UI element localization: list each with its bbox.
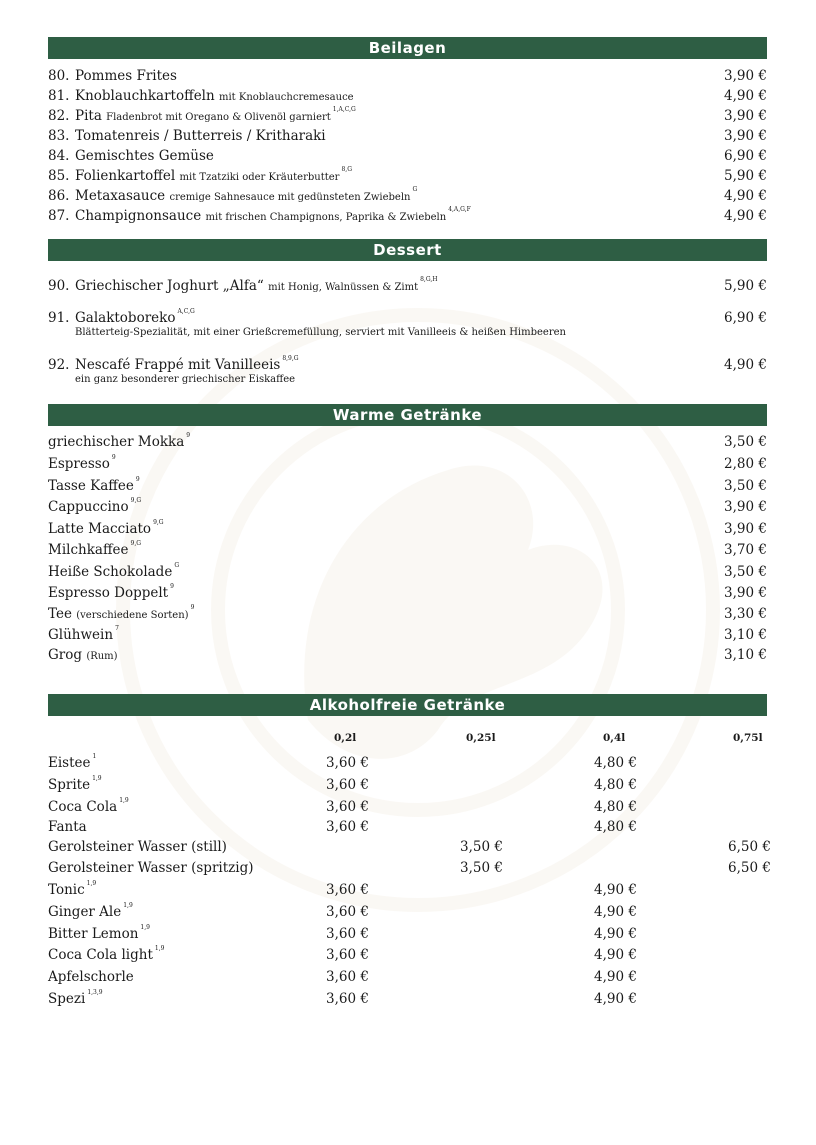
item-name: Coca Cola [48,799,118,815]
item-name-wrap [48,991,103,1007]
item-price: 3,50 € [724,564,767,580]
item-name: Espresso Doppelt [48,585,169,601]
item-name-wrap [48,542,141,558]
item-description: mit Tzatziki oder Kräuterbutter [179,172,340,183]
item-number: 92. [48,357,70,373]
allergen-codes: G [412,186,418,193]
item-number: 80. [48,68,70,84]
item-price: 3,90 € [724,68,767,84]
column-header-0-4l: 0,4l [603,732,626,744]
item-name: griechischer Mokka [48,434,185,450]
item-price: 5,90 € [724,168,767,184]
item-price: 5,90 € [724,278,767,294]
item-name-wrap [48,456,116,472]
item-name-wrap [75,208,471,224]
item-name: Galaktoboreko [75,310,176,326]
item-subtext: Blätterteig-Spezialität, mit einer Grießcremefüllung, serviert mit Vanilleeis & heißen Himbeeren [75,327,566,338]
price-p02: 3,60 € [326,904,369,920]
section-header-alkoholfreie-getraenke: Alkoholfreie Getränke [48,694,767,716]
item-price: 4,90 € [724,188,767,204]
item-description: mit Knoblauchcremesauce [219,92,354,103]
price-p04: 4,90 € [594,882,637,898]
price-p04: 4,80 € [594,755,637,771]
item-name-wrap [48,478,140,494]
item-name: Tonic [48,882,85,898]
allergen-codes: 1,A,C,G [332,106,356,113]
item-name: Griechischer Joghurt „Alfa“ [75,278,264,294]
allergen-codes: 1,3,9 [87,989,103,996]
item-price: 3,30 € [724,606,767,622]
item-name: Glühwein [48,627,114,643]
item-price: 4,90 € [724,208,767,224]
allergen-codes: 9 [190,604,195,611]
item-description: mit frischen Champignons, Paprika & Zwiebeln [205,212,447,223]
item-price: 3,90 € [724,585,767,601]
item-name-wrap [48,904,133,920]
item-number: 91. [48,310,70,326]
item-description: mit Honig, Walnüssen & Zimt [268,282,419,293]
price-p04: 4,80 € [594,819,637,835]
item-name-wrap [48,627,119,643]
item-name: Gemischtes Gemüse [75,148,214,164]
item-name-wrap [48,882,96,898]
allergen-codes: 1,9 [119,797,129,804]
allergen-codes: 9,G [130,497,142,504]
price-p075: 6,50 € [728,860,771,876]
item-name: Latte Macciato [48,521,152,537]
item-name: Metaxasauce [75,188,166,204]
allergen-codes: 1,9 [86,880,97,887]
column-header-0-25l: 0,25l [466,732,496,744]
item-name: Tasse Kaffee [48,478,134,494]
allergen-codes: 9 [135,476,140,483]
item-name: Ginger Ale [48,904,122,920]
allergen-codes: 7 [115,625,119,632]
item-name: Nescafé Frappé mit Vanilleeis [75,357,281,373]
price-p075: 6,50 € [728,839,771,855]
item-name-wrap [75,188,417,204]
column-header-0-75l: 0,75l [733,732,763,744]
item-name: Sprite [48,777,91,793]
item-name-wrap [48,777,102,793]
item-name-wrap [75,357,299,373]
item-name-wrap [48,564,179,580]
allergen-codes: 8,G,H [420,276,438,283]
item-price: 3,10 € [724,647,767,663]
allergen-codes: 4,A,G,F [448,206,471,213]
item-price: 6,90 € [724,310,767,326]
price-p04: 4,80 € [594,799,637,815]
item-name: Eistee [48,755,91,771]
item-name: Heiße Schokolade [48,564,173,580]
section-header-warme-getraenke: Warme Getränke [48,404,767,426]
item-price: 3,90 € [724,521,767,537]
price-p04: 4,90 € [594,969,637,985]
section-header-dessert: Dessert [48,239,767,261]
price-p025: 3,50 € [460,860,503,876]
allergen-codes: A,C,G [177,308,195,315]
item-name: Cappuccino [48,499,129,515]
item-name-wrap [48,860,253,876]
item-name: Pommes Frites [75,68,177,84]
price-p02: 3,60 € [326,947,369,963]
price-p02: 3,60 € [326,755,369,771]
allergen-codes: G [174,562,180,569]
item-name-wrap [75,168,352,184]
item-number: 86. [48,188,70,204]
allergen-codes: 1,9 [92,775,102,782]
price-p04: 4,90 € [594,904,637,920]
item-number: 84. [48,148,70,164]
allergen-codes: 9 [170,583,174,590]
allergen-codes: 1,9 [154,945,165,952]
price-p02: 3,60 € [326,777,369,793]
price-p02: 3,60 € [326,969,369,985]
item-name: Tomatenreis / Butterreis / Kritharaki [75,128,326,144]
item-price: 2,80 € [724,456,767,472]
item-name: Milchkaffee [48,542,129,558]
item-number: 87. [48,208,70,224]
price-p02: 3,60 € [326,926,369,942]
item-subtext: ein ganz besonderer griechischer Eiskaffee [75,374,296,385]
allergen-codes: 1 [92,753,97,760]
item-name-wrap [48,819,87,835]
item-price: 3,90 € [724,108,767,124]
item-price: 4,90 € [724,357,767,373]
item-number: 90. [48,278,70,294]
item-name: Espresso [48,456,110,472]
price-p02: 3,60 € [326,799,369,815]
item-name-wrap [75,108,356,124]
item-price: 3,10 € [724,627,767,643]
item-name-wrap [48,585,174,601]
item-price: 4,90 € [724,88,767,104]
item-name-wrap [48,755,96,771]
price-p02: 3,60 € [326,819,369,835]
item-name: Spezi [48,991,86,1007]
price-p02: 3,60 € [326,991,369,1007]
item-name: Folienkartoffel [75,168,176,184]
allergen-codes: 1,9 [123,902,133,909]
item-price: 3,50 € [724,478,767,494]
item-number: 81. [48,88,70,104]
item-price: 3,70 € [724,542,767,558]
item-name: Grog [48,647,83,663]
allergen-codes: 9,G [153,519,164,526]
column-header-0-2l: 0,2l [334,732,357,744]
item-name: Champignonsauce [75,208,202,224]
allergen-codes: 9 [111,454,116,461]
item-name: Pita [75,108,102,124]
item-number: 82. [48,108,70,124]
item-name-wrap [48,799,129,815]
item-name: Bitter Lemon [48,926,139,942]
price-p04: 4,80 € [594,777,637,793]
allergen-codes: 8,9,G [282,355,299,362]
item-name-wrap [75,88,354,104]
item-name-wrap [48,434,190,450]
item-description: (Rum) [86,651,118,662]
item-name-wrap [75,68,177,84]
item-name-wrap [75,148,214,164]
item-name: Gerolsteiner Wasser (spritzig) [48,860,254,876]
price-p04: 4,90 € [594,926,637,942]
item-description: Fladenbrot mit Oregano & Olivenöl garniert [106,112,331,123]
item-name: Gerolsteiner Wasser (still) [48,839,227,855]
item-name-wrap [75,310,195,326]
item-name-wrap [48,647,118,663]
item-name: Knoblauchkartoffeln [75,88,215,104]
section-header-beilagen: Beilagen [48,37,767,59]
item-name: Tee [48,606,72,622]
item-price: 6,90 € [724,148,767,164]
item-price: 3,50 € [724,434,767,450]
item-name-wrap [48,969,134,985]
item-name: Coca Cola light [48,947,153,963]
allergen-codes: 8,G [341,166,352,173]
item-name-wrap [48,606,194,622]
item-name: Apfelschorle [48,969,134,985]
price-p025: 3,50 € [460,839,503,855]
allergen-codes: 9 [186,432,191,439]
item-name-wrap [48,926,150,942]
item-name-wrap [48,839,227,855]
item-number: 83. [48,128,70,144]
item-description: cremige Sahnesauce mit gedünsteten Zwiebeln [169,192,411,203]
item-description: (verschiedene Sorten) [76,610,189,621]
price-p02: 3,60 € [326,882,369,898]
price-p04: 4,90 € [594,991,637,1007]
item-name-wrap [75,128,326,144]
item-name-wrap [48,947,164,963]
allergen-codes: 1,9 [140,924,150,931]
allergen-codes: 9,G [130,540,142,547]
item-price: 3,90 € [724,128,767,144]
item-name-wrap [48,499,141,515]
item-number: 85. [48,168,70,184]
item-name-wrap [48,521,164,537]
price-p04: 4,90 € [594,947,637,963]
item-name: Fanta [48,819,87,835]
item-name-wrap [75,278,438,294]
item-price: 3,90 € [724,499,767,515]
